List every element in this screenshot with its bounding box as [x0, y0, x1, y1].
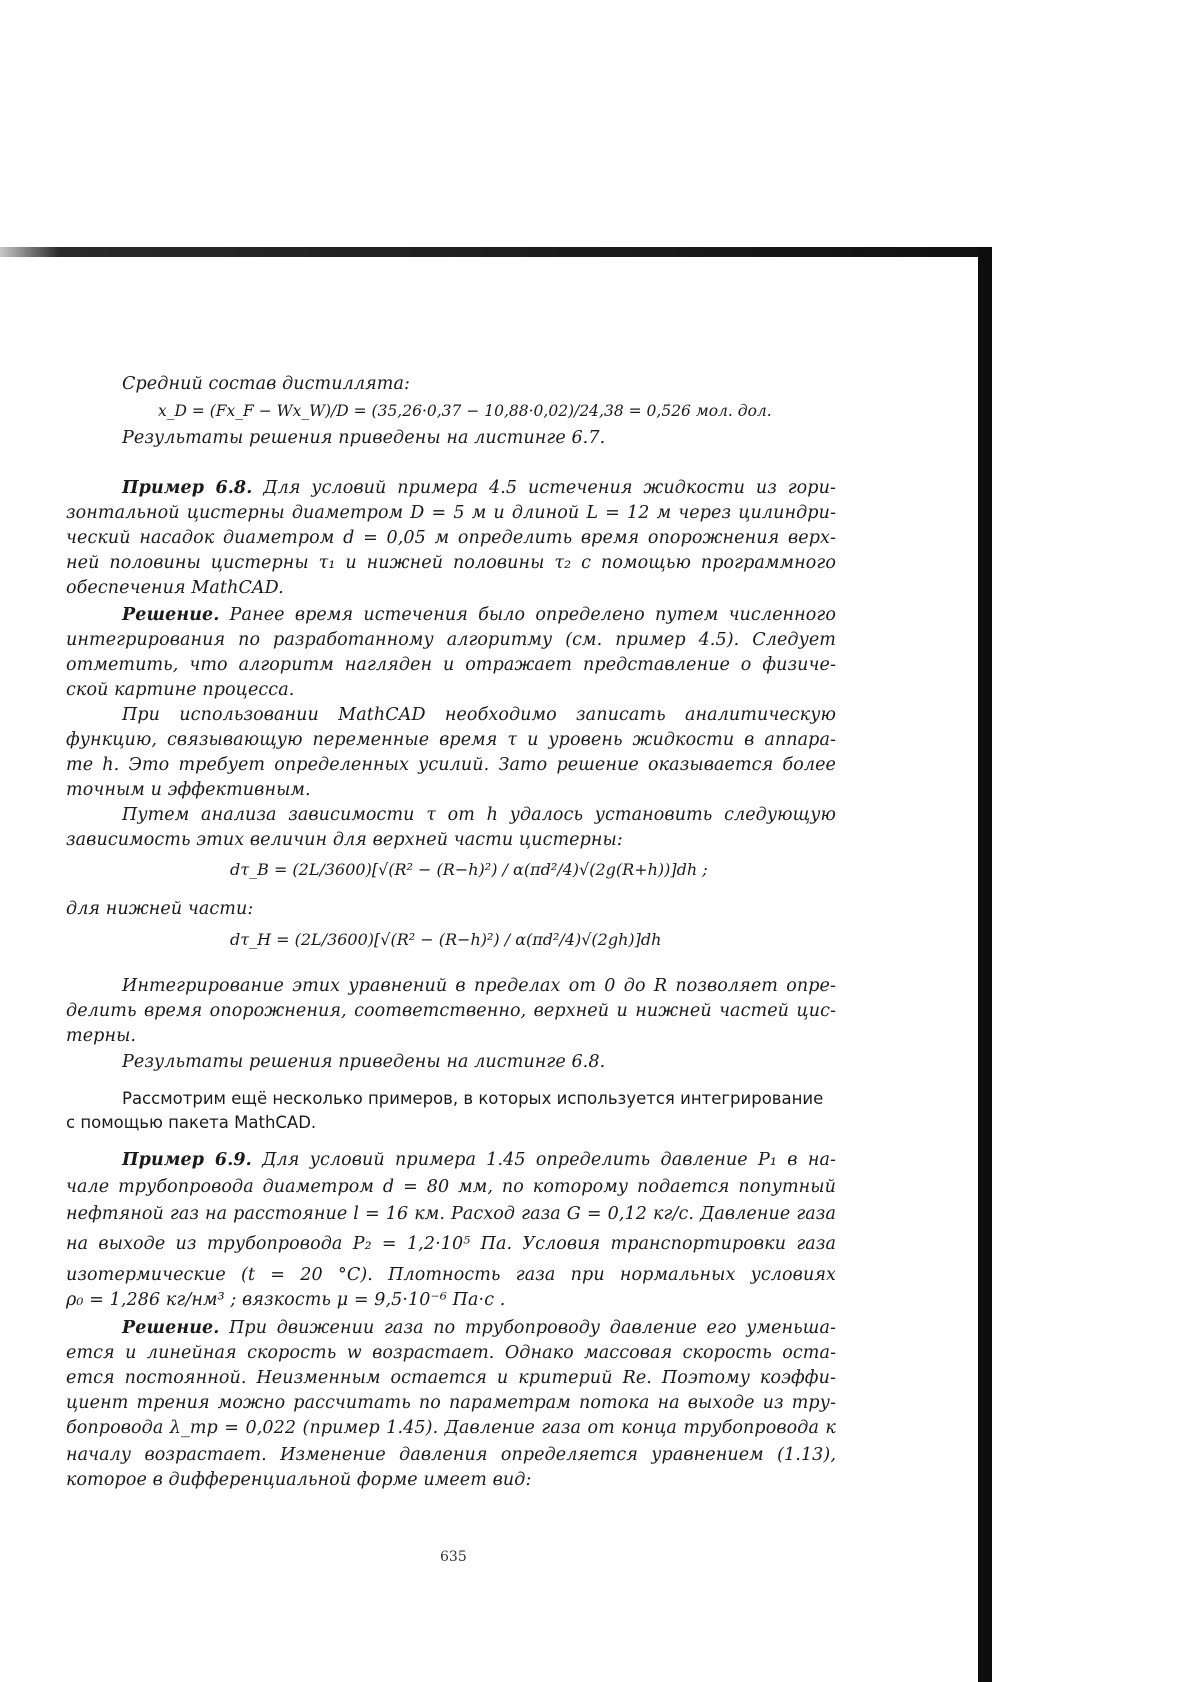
example-6-9-line-1-text: Для условий примера 1.45 определить давление P₁ в на-	[262, 1150, 837, 1170]
mathcad-para-line-1: При использовании MathCAD необходимо записать аналитическую	[122, 705, 836, 725]
formula-xd: x_D = (Fx_F − Wx_W)/D = (35,26·0,37 − 10,88·0,02)/24,38 = 0,526 мол. дол.	[158, 402, 772, 420]
page-number: 635	[440, 1549, 467, 1565]
mathcad-para-line-3: те h. Это требует определенных усилий. Зато решение оказывается более	[66, 755, 836, 775]
integration-para-line-3: терны.	[66, 1026, 137, 1046]
solution-6-9-line-5: бопровода λ_тр = 0,022 (пример 1.45). Давление газа от конца трубопровода к	[66, 1418, 836, 1438]
example-6-9-line-4: на выходе из трубопровода P₂ = 1,2·10⁵ Па. Условия транспортировки газа	[66, 1234, 836, 1254]
listing-6-7-note: Результаты решения приведены на листинге 6.7.	[122, 428, 606, 448]
analysis-para-line-1: Путем анализа зависимости τ от h удалось установить следующую	[122, 805, 836, 825]
solution-6-9-line-3: ется постоянной. Неизменным остается и критерий Re. Поэтому коэффи-	[66, 1368, 836, 1388]
intro-line-1-text: Рассмотрим ещё несколько примеров, в которых используется интегрирование	[122, 1089, 824, 1108]
example-6-9-line-1	[66, 1148, 836, 1173]
solution-6-9-line-1-text: При движении газа по трубопроводу давление его уменьша-	[229, 1318, 836, 1338]
solution-6-9-line-4: циент трения можно рассчитать по параметрам потока на выходе из тру-	[66, 1393, 836, 1413]
formula-lower-part: dτ_Н = (2L/3600)[√(R² − (R−h)²) / α(πd²/4)√(2gh)]dh	[230, 930, 662, 949]
scan-frame-top-edge	[0, 247, 990, 257]
solution-6-8-line-4: ской картине процесса.	[66, 680, 295, 700]
example-6-8-line-3: ческий насадок диаметром d = 0,05 м определить время опорожнения верх-	[66, 528, 836, 548]
listing-6-8-note: Результаты решения приведены на листинге 6.8.	[122, 1052, 606, 1072]
solution-6-8-line-2: интегрирования по разработанному алгоритму (см. пример 4.5). Следует	[66, 630, 836, 650]
solution-6-9-line-1	[66, 1316, 836, 1341]
example-6-8-line-4: ней половины цистерны τ₁ и нижней половины τ₂ с помощью программного	[66, 553, 836, 573]
solution-6-9-line-7: которое в дифференциальной форме имеет вид:	[66, 1470, 532, 1490]
solution-6-8-line-3: отметить, что алгоритм нагляден и отражает представление о физиче-	[66, 655, 836, 675]
lower-part-label: для нижней части:	[66, 899, 254, 919]
integration-para-line-1: Интегрирование этих уравнений в пределах от 0 до R позволяет опре-	[122, 976, 836, 996]
solution-6-8-title: Решение.	[122, 605, 220, 625]
example-6-9-line-2: чале трубопровода диаметром d = 80 мм, по которому подается попутный	[66, 1177, 836, 1197]
distillate-heading: Средний состав дистиллята:	[122, 374, 411, 394]
example-6-9-line-3: нефтяной газ на расстояние l = 16 км. Расход газа G = 0,12 кг/с. Давление газа	[66, 1204, 836, 1224]
scan-frame-right-edge	[978, 247, 992, 1682]
solution-6-9-title: Решение.	[122, 1318, 220, 1338]
example-6-9-line-6: ρ₀ = 1,286 кг/нм³ ; вязкость μ = 9,5·10⁻⁶ Па·с .	[66, 1290, 506, 1310]
intro-line-1	[66, 1087, 836, 1111]
integration-para-line-2: делить время опорожнения, соответственно, верхней и нижней частей цис-	[66, 1001, 836, 1021]
solution-6-9-line-2: ется и линейная скорость w возрастает. Однако массовая скорость оста-	[66, 1343, 836, 1363]
example-6-9-title: Пример 6.9.	[122, 1150, 252, 1170]
example-6-8-line-2: зонтальной цистерны диаметром D = 5 м и длиной L = 12 м через цилиндри-	[66, 503, 836, 523]
example-6-8-title: Пример 6.8.	[122, 478, 253, 498]
mathcad-para-line-2: функцию, связывающую переменные время τ и уровень жидкости в аппара-	[66, 730, 836, 750]
intro-line-2: с помощью пакета MathCAD.	[66, 1113, 317, 1132]
example-6-9-line-5: изотермические (t = 20 °C). Плотность газа при нормальных условиях	[66, 1265, 836, 1285]
solution-6-9-line-6: началу возрастает. Изменение давления определяется уравнением (1.13),	[66, 1445, 836, 1465]
example-6-8-line-1	[66, 476, 836, 501]
analysis-para-line-2: зависимость этих величин для верхней части цистерны:	[66, 830, 623, 850]
solution-6-8-line-1	[66, 603, 836, 628]
formula-upper-part: dτ_В = (2L/3600)[√(R² − (R−h)²) / α(πd²/4)√(2g(R+h))]dh ;	[230, 860, 708, 879]
example-6-8-line-1-text: Для условий примера 4.5 истечения жидкости из гори-	[263, 478, 836, 498]
example-6-8-line-5: обеспечения MathCAD.	[66, 578, 284, 598]
solution-6-8-line-1-text: Ранее время истечения было определено путем численного	[229, 605, 836, 625]
mathcad-para-line-4: точным и эффективным.	[66, 780, 311, 800]
